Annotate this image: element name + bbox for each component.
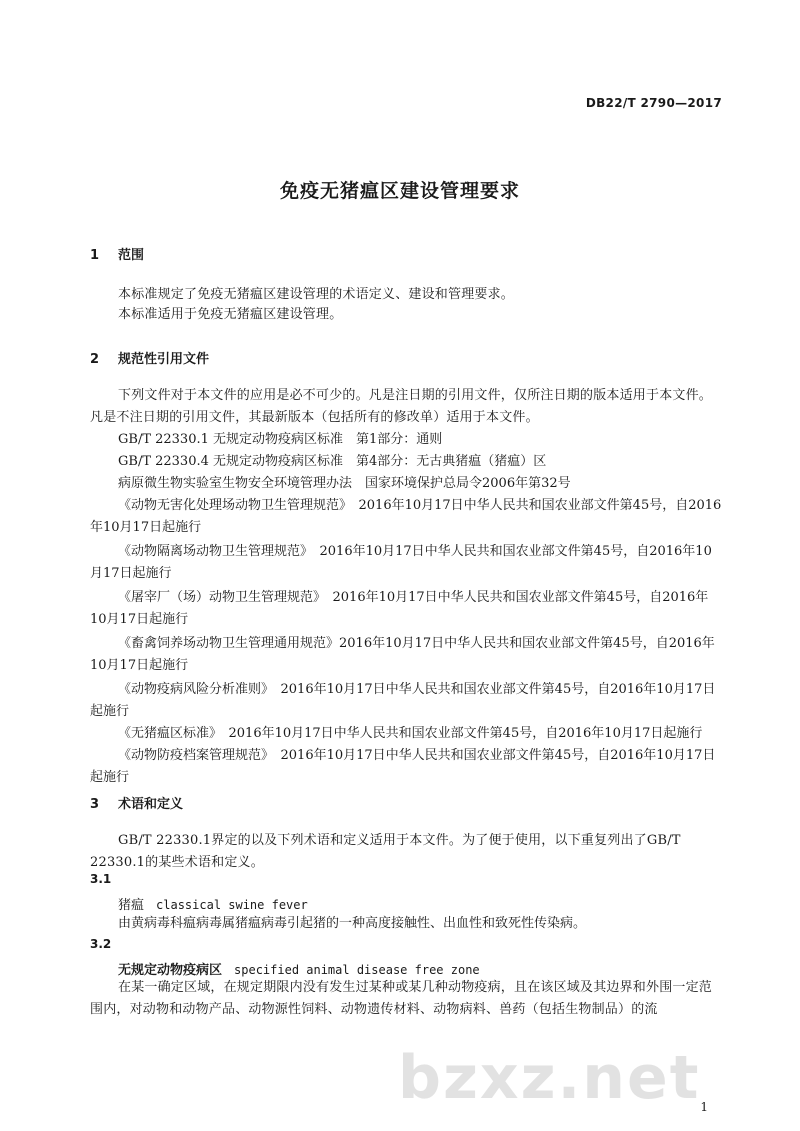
term-entry bbox=[118, 959, 480, 978]
reference-item: GB/T 22330.4 无规定动物疫病区标准 第4部分：无古典猪瘟（猪瘟）区 bbox=[118, 454, 547, 469]
reference-item: 《动物无害化处理场动物卫生管理规范》 2016年10月17日中华人民共和国农业部文件第45号，自2016年10月17日起施行 bbox=[90, 498, 722, 535]
reference-item: 《动物疫病风险分析准则》 2016年10月17日中华人民共和国农业部文件第45号，自2016年10月17日起施行 bbox=[90, 682, 716, 719]
section-number: 3 bbox=[90, 797, 100, 812]
standard-number: DB22/T 2790—2017 bbox=[585, 96, 722, 110]
section-title: 术语和定义 bbox=[118, 797, 184, 812]
scope-paragraph: 本标准适用于免疫无猪瘟区建设管理。 bbox=[118, 307, 343, 322]
term-zh: 无规定动物疫病区 bbox=[118, 963, 223, 978]
reference-item: 《屠宰厂（场）动物卫生管理规范》 2016年10月17日中华人民共和国农业部文件第45号，自2016年10月17日起施行 bbox=[90, 590, 709, 627]
document-title: 免疫无猪瘟区建设管理要求 bbox=[279, 180, 520, 202]
term-definition: 在某一确定区域，在规定期限内没有发生过某种或某几种动物疫病，且在该区域及其边界和外围一定范围内，对动物和动物产品、动物源性饲料、动物遗传材料、动物病料、兽药（包括生物制品）的流 bbox=[90, 980, 713, 1017]
term-en: specified animal disease free zone bbox=[234, 963, 480, 977]
clause-number: 3.1 bbox=[90, 872, 112, 886]
reference-item: 《动物隔离场动物卫生管理规范》 2016年10月17日中华人民共和国农业部文件第45号，自2016年10月17日起施行 bbox=[90, 544, 712, 581]
clause-number: 3.2 bbox=[90, 937, 112, 951]
reference-item: 病原微生物实验室生物安全环境管理办法 国家环境保护总局令2006年第32号 bbox=[118, 476, 571, 491]
term-entry bbox=[118, 894, 308, 913]
section-1-heading bbox=[90, 244, 144, 263]
section-title: 范围 bbox=[118, 248, 145, 263]
section-number: 1 bbox=[90, 248, 100, 263]
term-definition: 由黄病毒科瘟病毒属猪瘟病毒引起猪的一种高度接触性、出血性和致死性传染病。 bbox=[118, 916, 587, 931]
section-3-heading bbox=[90, 793, 183, 812]
reference-item: 《畜禽饲养场动物卫生管理通用规范》2016年10月17日中华人民共和国农业部文件第45号，自2016年10月17日起施行 bbox=[90, 636, 715, 673]
term-en: classical swine fever bbox=[156, 898, 308, 912]
scope-paragraph: 本标准规定了免疫无猪瘟区建设管理的术语定义、建设和管理要求。 bbox=[118, 287, 515, 302]
reference-item: 《动物防疫档案管理规范》 2016年10月17日中华人民共和国农业部文件第45号，自2016年10月17日起施行 bbox=[90, 748, 716, 785]
section-2-heading bbox=[90, 348, 209, 367]
reference-item: GB/T 22330.1 无规定动物疫病区标准 第1部分：通则 bbox=[118, 432, 443, 447]
section-title: 规范性引用文件 bbox=[118, 352, 210, 367]
terms-intro: GB/T 22330.1界定的以及下列术语和定义适用于本文件。为了便于使用，以下重复列出了GB/T 22330.1的某些术语和定义。 bbox=[90, 833, 681, 870]
references-intro: 下列文件对于本文件的应用是必不可少的。凡是注日期的引用文件，仅所注日期的版本适用于本文件。凡是不注日期的引用文件，其最新版本（包括所有的修改单）适用于本文件。 bbox=[90, 388, 713, 425]
watermark: bzxz.net bbox=[398, 1043, 701, 1113]
term-zh: 猪瘟 bbox=[118, 898, 145, 913]
reference-item: 《无猪瘟区标准》 2016年10月17日中华人民共和国农业部文件第45号，自2016年10月17日起施行 bbox=[118, 726, 703, 741]
section-number: 2 bbox=[90, 352, 100, 367]
page-number: 1 bbox=[700, 1100, 708, 1114]
